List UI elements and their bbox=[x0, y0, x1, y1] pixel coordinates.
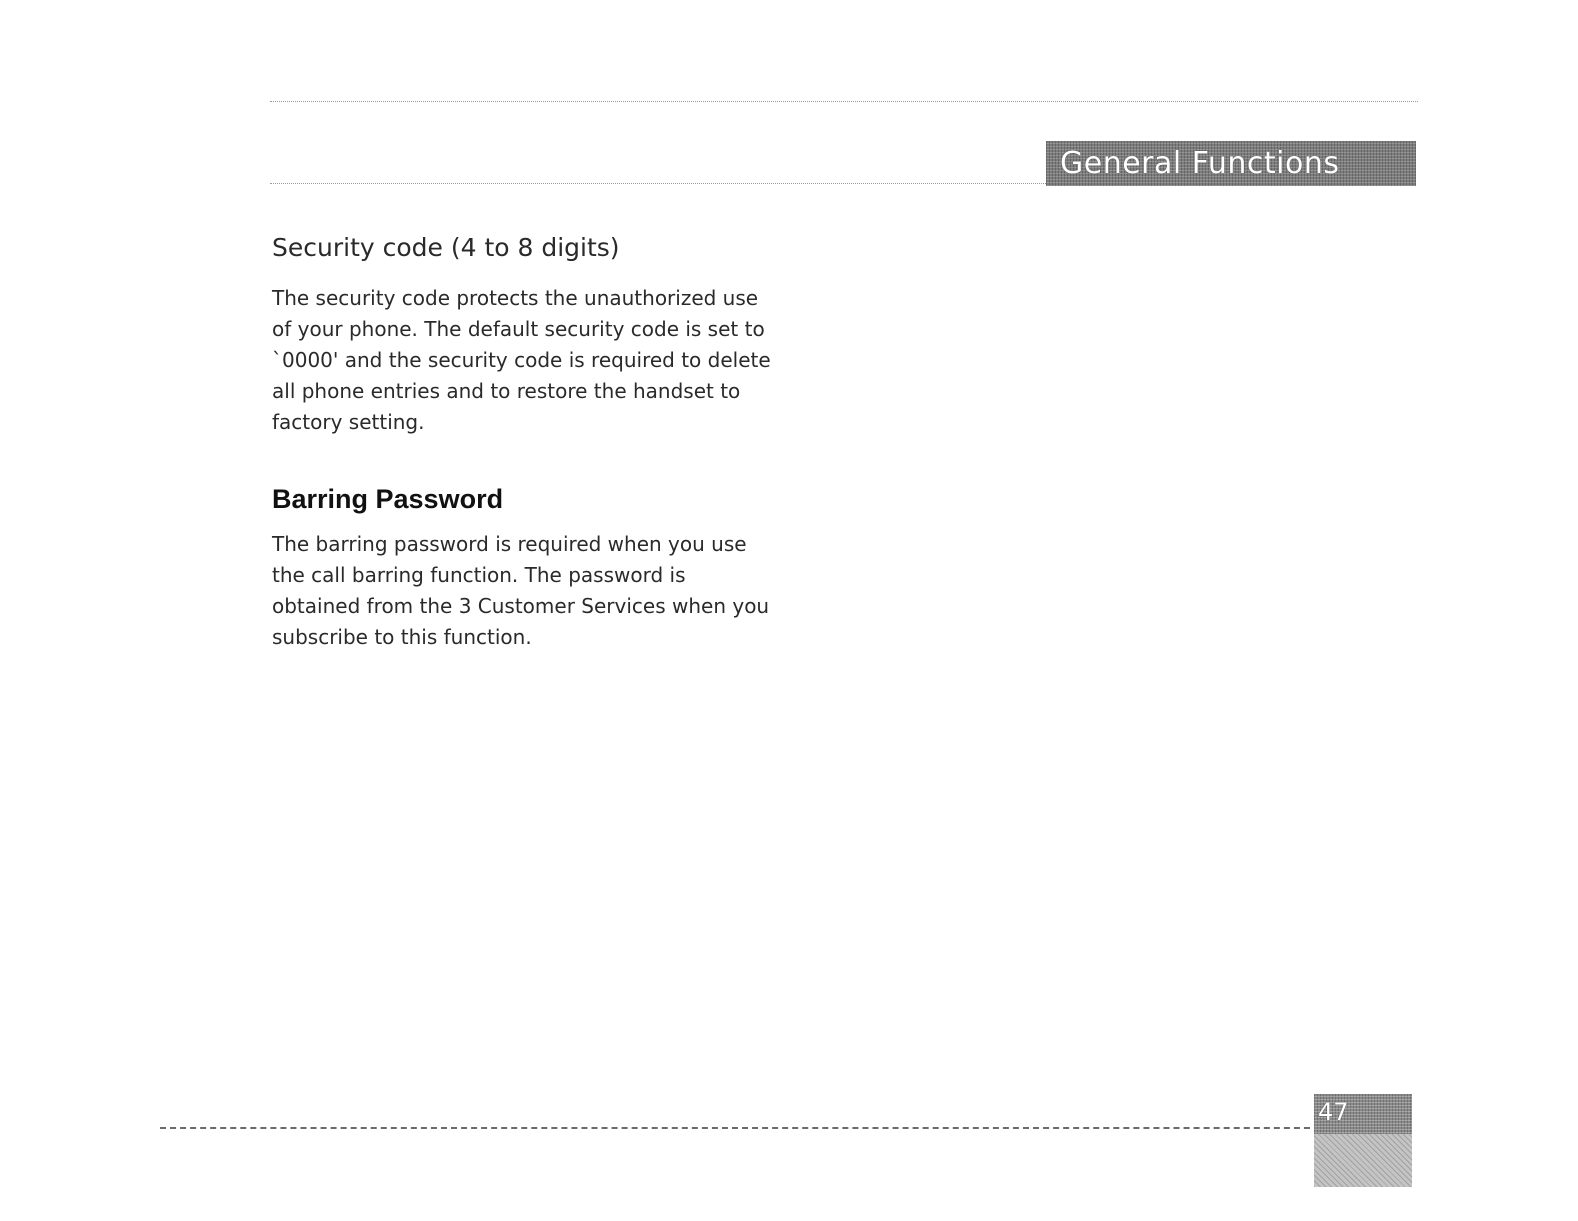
barring-password-heading: Barring Password bbox=[272, 483, 504, 514]
header-rule-top bbox=[270, 101, 1418, 102]
header-rule-bottom bbox=[270, 183, 1046, 184]
page-number-tab bbox=[1314, 1094, 1412, 1187]
page-number: 47 bbox=[1318, 1098, 1349, 1126]
page-content bbox=[272, 232, 832, 653]
section-title-tab bbox=[1046, 141, 1416, 186]
barring-password-paragraph: The barring password is required when you use the call barring function. The password is obtained from the 3 Customer Services when you subscribe to this function. bbox=[272, 531, 770, 649]
footer-rule bbox=[160, 1127, 1320, 1129]
security-code-paragraph: The security code protects the unauthorized use of your phone. The default security code is set to `0000' and the security code is required to delete all phone entries and to restore the handset to factory setting. bbox=[272, 285, 771, 434]
page-tab-pattern bbox=[1314, 1134, 1412, 1187]
section-title: General Functions bbox=[1060, 146, 1340, 181]
security-code-heading: Security code (4 to 8 digits) bbox=[272, 233, 620, 262]
